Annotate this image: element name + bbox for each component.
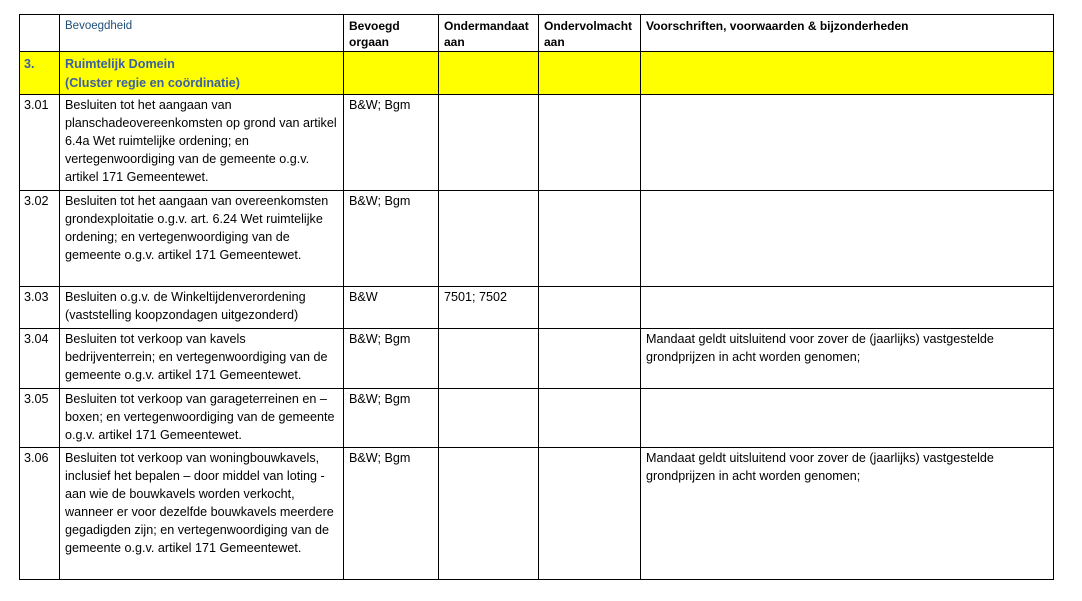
row-ondermandaat bbox=[439, 389, 539, 448]
section-empty-cell bbox=[439, 52, 539, 95]
row-ondervolmacht bbox=[539, 389, 641, 448]
row-ondervolmacht bbox=[539, 448, 641, 580]
section-title: Ruimtelijk Domein bbox=[65, 57, 175, 71]
table-row bbox=[20, 329, 1054, 389]
row-ondermandaat bbox=[439, 329, 539, 389]
row-bevoegdheid: Besluiten tot het aangaan van planschadeovereenkomsten op grond van artikel 6.4a Wet ruimtelijke ordening; en vertegenwoordiging van de gemeente o.g.v. artikel 171 Gemeentewet. bbox=[60, 95, 344, 191]
row-ondervolmacht bbox=[539, 287, 641, 329]
section-heading bbox=[60, 52, 344, 95]
row-bevoegdheid: Besluiten tot verkoop van garageterreinen en –boxen; en vertegenwoordiging van de gemeente o.g.v. artikel 171 Gemeentewet. bbox=[60, 389, 344, 448]
row-voorschriften bbox=[641, 287, 1054, 329]
row-ondervolmacht bbox=[539, 191, 641, 287]
section-number: 3. bbox=[20, 52, 60, 95]
row-ondermandaat bbox=[439, 191, 539, 287]
header-voorschriften: Voorschriften, voorwaarden & bijzonderheden bbox=[641, 15, 1054, 52]
row-ondermandaat: 7501; 7502 bbox=[439, 287, 539, 329]
row-bevoegdheid: Besluiten tot het aangaan van overeenkomsten grondexploitatie o.g.v. art. 6.24 Wet ruimtelijke ordening; en vertegenwoordiging van de gemeente o.g.v. artikel 171 Gemeentewet. bbox=[60, 191, 344, 287]
row-bevoegd-orgaan: B&W; Bgm bbox=[344, 191, 439, 287]
row-bevoegd-orgaan: B&W; Bgm bbox=[344, 95, 439, 191]
table-row bbox=[20, 448, 1054, 580]
mandate-table bbox=[19, 14, 1054, 580]
table-row bbox=[20, 191, 1054, 287]
table-row bbox=[20, 389, 1054, 448]
row-voorschriften bbox=[641, 95, 1054, 191]
section-empty-cell bbox=[344, 52, 439, 95]
header-ondervolmacht: Ondervolmacht aan bbox=[539, 15, 641, 52]
header-ondermandaat: Ondermandaat aan bbox=[439, 15, 539, 52]
row-bevoegdheid: Besluiten o.g.v. de Winkeltijdenverordening (vaststelling koopzondagen uitgezonderd) bbox=[60, 287, 344, 329]
table-row bbox=[20, 95, 1054, 191]
row-ondervolmacht bbox=[539, 329, 641, 389]
header-number bbox=[20, 15, 60, 52]
row-ondervolmacht bbox=[539, 95, 641, 191]
row-voorschriften bbox=[641, 191, 1054, 287]
row-voorschriften: Mandaat geldt uitsluitend voor zover de (jaarlijks) vastgestelde grondprijzen in acht worden genomen; bbox=[641, 448, 1054, 580]
row-bevoegdheid: Besluiten tot verkoop van kavels bedrijventerrein; en vertegenwoordiging van de gemeente o.g.v. artikel 171 Gemeentewet. bbox=[60, 329, 344, 389]
row-ondermandaat bbox=[439, 448, 539, 580]
row-number: 3.02 bbox=[20, 191, 60, 287]
row-voorschriften: Mandaat geldt uitsluitend voor zover de (jaarlijks) vastgestelde grondprijzen in acht worden genomen; bbox=[641, 329, 1054, 389]
row-ondermandaat bbox=[439, 95, 539, 191]
row-bevoegd-orgaan: B&W; Bgm bbox=[344, 329, 439, 389]
section-empty-cell bbox=[539, 52, 641, 95]
section-empty-cell bbox=[641, 52, 1054, 95]
table-header-row bbox=[20, 15, 1054, 52]
section-subtitle: (Cluster regie en coördinatie) bbox=[65, 76, 240, 90]
row-number: 3.01 bbox=[20, 95, 60, 191]
row-bevoegdheid: Besluiten tot verkoop van woningbouwkavels, inclusief het bepalen – door middel van loting - aan wie de bouwkavels worden verkocht, wanneer er voor dezelfde bouwkavels meerdere gegadigden zijn; en vertegenwoordiging van de gemeente o.g.v. artikel 171 Gemeentewet. bbox=[60, 448, 344, 580]
row-bevoegd-orgaan: B&W; Bgm bbox=[344, 448, 439, 580]
row-number: 3.03 bbox=[20, 287, 60, 329]
row-number: 3.04 bbox=[20, 329, 60, 389]
row-voorschriften bbox=[641, 389, 1054, 448]
row-number: 3.06 bbox=[20, 448, 60, 580]
row-bevoegd-orgaan: B&W bbox=[344, 287, 439, 329]
header-bevoegd-orgaan: Bevoegd orgaan bbox=[344, 15, 439, 52]
header-bevoegdheid: Bevoegdheid bbox=[60, 15, 344, 52]
section-row bbox=[20, 52, 1054, 95]
row-bevoegd-orgaan: B&W; Bgm bbox=[344, 389, 439, 448]
table-row bbox=[20, 287, 1054, 329]
row-number: 3.05 bbox=[20, 389, 60, 448]
